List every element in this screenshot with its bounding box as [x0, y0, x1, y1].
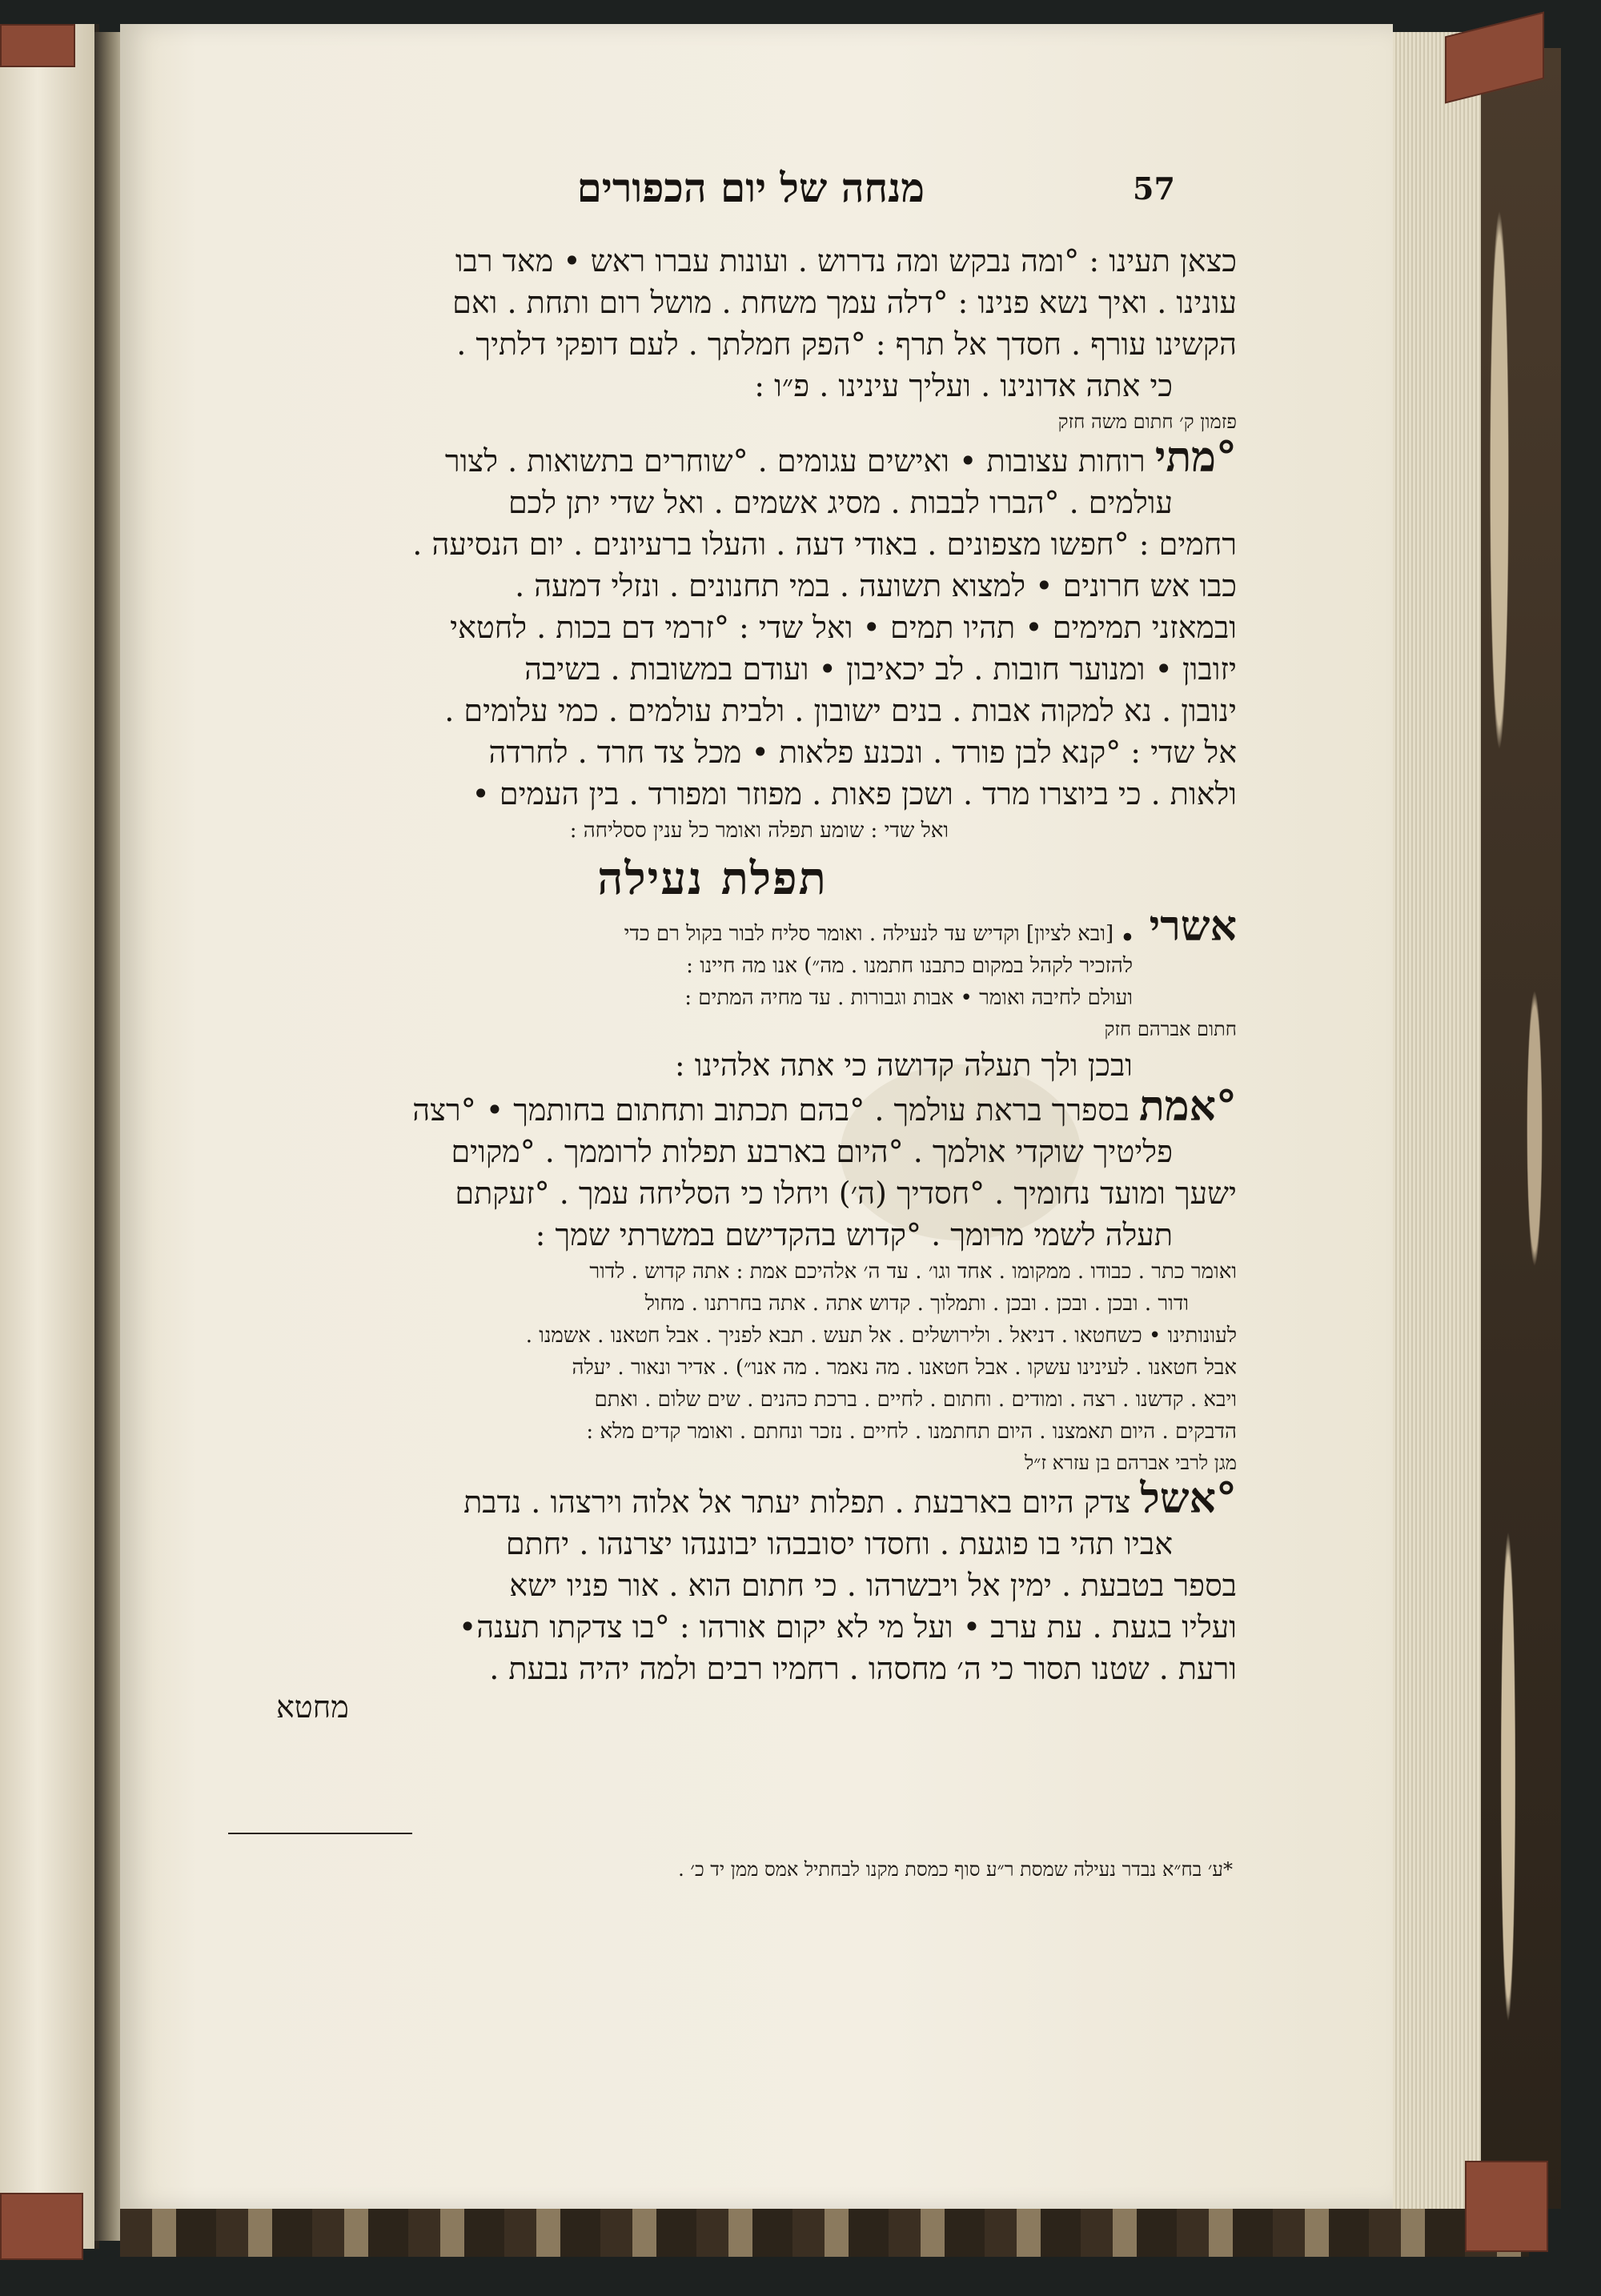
text-line: ינובון . נא למקוה אבות . בנים ישובון . ולבית עולמים . כמי עלומים . — [444, 693, 1237, 728]
line-text: צדק היום בארבעת . תפלות יעתר אל אלוה וירצהו . נדבת — [463, 1485, 1131, 1520]
text-line: כי אתה אדונינו . ועליך עינינו . פ״ו : — [754, 368, 1173, 403]
magen-label: מגן לרבי אברהם בן עזרא ז״ל — [1024, 1452, 1237, 1474]
left-cover — [0, 24, 99, 2249]
author-label: חתום אברהם חזק — [1104, 1018, 1237, 1040]
catchword: מחטא — [276, 1689, 349, 1725]
footnote: *ע׳ בח״א נבדר נעילה שמסת ר״ע סוף כמסת מקנו לבחתיל אמס ממן יד כ׳ . — [678, 1858, 1233, 1881]
text-line: ובמאזני תמימים • תהיו תמים • ואל שדי : °זרמי דם בכות . לחטאי — [450, 610, 1237, 645]
text-line: ישעך ומועד נחומיך . °חסדיך (ה׳) ויחלו כי הסליחה עמך . °זעקתם — [455, 1176, 1237, 1211]
text-line: פליטיך שוקדי אולמך . °היום בארבע תפלות לרוממך . °מקוים — [451, 1134, 1173, 1169]
text-line — [188, 1082, 1237, 1131]
text-line: כצאן תעינו : °ומה נבקש ומה נדרוש . ועונות עברו ראש • מאד רבו — [455, 243, 1237, 278]
page-header — [188, 164, 1237, 228]
footnote-rule — [228, 1833, 412, 1834]
text-line: אל שדי : °קנא לבן פורד . ונכנע פלאות • מכל צד חרד . לחרדה — [488, 735, 1237, 770]
text-line: רחמים : °חפשו מצפונים . באודי דעה . והעלו ברעיונים . יום הנסיעה . — [412, 527, 1237, 562]
page-number: 57 — [1133, 170, 1175, 206]
text-line: אביו תהי בו פוגעת . וחסדו יסובבהו יבוננהו יצרנהו . יחתם — [505, 1526, 1173, 1561]
line-text: בספרך בראת עולמך . °בהם תכתוב ותחתום בחותמך • °רצה — [412, 1092, 1130, 1128]
instruction-line: לעונותינו • כשחטאו . דניאל . ולירושלים . אל תעש . תבא לפניך . אבל חטאנו . אשמנו . — [525, 1324, 1237, 1348]
initial-word: °מתי — [1154, 433, 1237, 482]
line-text: רוחות עצובות • ואישים עגומים . °שוחרים בתשואות . לצור — [444, 443, 1146, 479]
text-line: כבו אש חרונים • למצוא תשועה . במי תחנונים . ונזלי דמעה . — [515, 568, 1237, 603]
text-line: הקשינו עורף . חסדך אל תרף : °הפק חמלתך . לעם דופקי דלתיך . — [456, 327, 1237, 362]
text-line: ועליו בגעת . עת ערב • ועל מי לא יקום אורהו : °בו צדקתו תענה• — [458, 1609, 1237, 1645]
left-cover-edge — [0, 24, 94, 2249]
text-line: תעלה לשמי מרומך . °קדוש בהקדישם במשרתי שמך : — [535, 1217, 1173, 1252]
text-block — [188, 240, 1237, 1725]
initial-word: °אמת — [1139, 1082, 1237, 1131]
instruction-line: ויבא . קדשנו . רצה . ומודים . וחתום . לחיים . ברכת כהנים . שים שלום . ואתם — [594, 1388, 1237, 1412]
instruction-line: הדבקים . היום תאמצנו . היום תחתמנו . לחיים . נזכר ונחתם . ואומר קדים מלא : — [586, 1420, 1237, 1444]
text-line — [188, 1474, 1237, 1523]
section-title: תפלת נעילה — [597, 852, 828, 905]
instruction-line: ועולם לחיבה ואומר • אבות וגבורות . עד מחיה המתים : — [684, 986, 1133, 1010]
text-line: בספר בטבעת . ימין אל ויבשרהו . כי חתום הוא . אור פניו ישא — [509, 1568, 1237, 1603]
piyyut-label: פזמון ק׳ חתום משה חזק — [1057, 411, 1237, 433]
instruction-line: להזכיר לקהל במקום כתבנו חתמנו . מה״) אנו מה חיינו : — [686, 954, 1133, 978]
text-line: ובכן ולך תעלה קדושה כי אתה אלהינו : — [674, 1048, 1133, 1083]
text-line — [188, 433, 1237, 482]
instruction-line: ואומר כתר . כבודו . ממקומו . אחד וגו׳ . עד ה׳ אלהיכם אמת : אתה קדוש . לדור — [589, 1260, 1237, 1284]
text-line: ולאות . כי ביוצרו מרד . ושכן פאות . מפוזר ומפורד . בין העמים • — [471, 776, 1237, 811]
marbled-cover-right — [1473, 48, 1561, 2209]
initial-word: אשרי . — [1120, 902, 1237, 951]
leather-corner-bottom-left — [0, 2193, 83, 2260]
leather-corner-top-left — [0, 24, 75, 67]
initial-word: °אשל — [1140, 1474, 1237, 1523]
text-line: יזובון • ומנוער חובות . לב יכאיבון • ועודם במשובות . בשיבה — [524, 651, 1237, 687]
text-line: ורעת . שטנו תסור כי ה׳ מחסהו . רחמיו רבים ולמה יהיה נבעת . — [489, 1651, 1237, 1686]
text-line: עונינו . ואיך נשא פנינו : °דלה עמך משחת . מושל רום ותחת . ואם — [452, 285, 1237, 320]
instruction-line: אבל חטאנו . לעינינו עשקו . אבל חטאנו . מה נאמר . מה אנו״) . אדיר ונאור . יעלה — [572, 1356, 1237, 1380]
line-text: [ובא לציון] וקדיש עד לנעילה . ואומר סליח לבור בקול רם כדי — [624, 922, 1114, 946]
instruction-line: ודור . ובכן . ובכן . ובכן . ותמלוך . קדוש אתה . אתה בחרתנו . מחול — [644, 1292, 1189, 1316]
instruction-line: ואל שדי : שומע תפלה ואומר כל ענין ססליחה : — [569, 819, 949, 843]
leather-corner-bottom-right — [1465, 2161, 1548, 2252]
running-title: מנחה של יום הכפורים — [576, 164, 925, 211]
instruction-line — [188, 902, 1237, 951]
text-line: עולמים . °הברו לבבות . מסיג אשמים . ואל שדי יתן לכם — [508, 485, 1173, 520]
